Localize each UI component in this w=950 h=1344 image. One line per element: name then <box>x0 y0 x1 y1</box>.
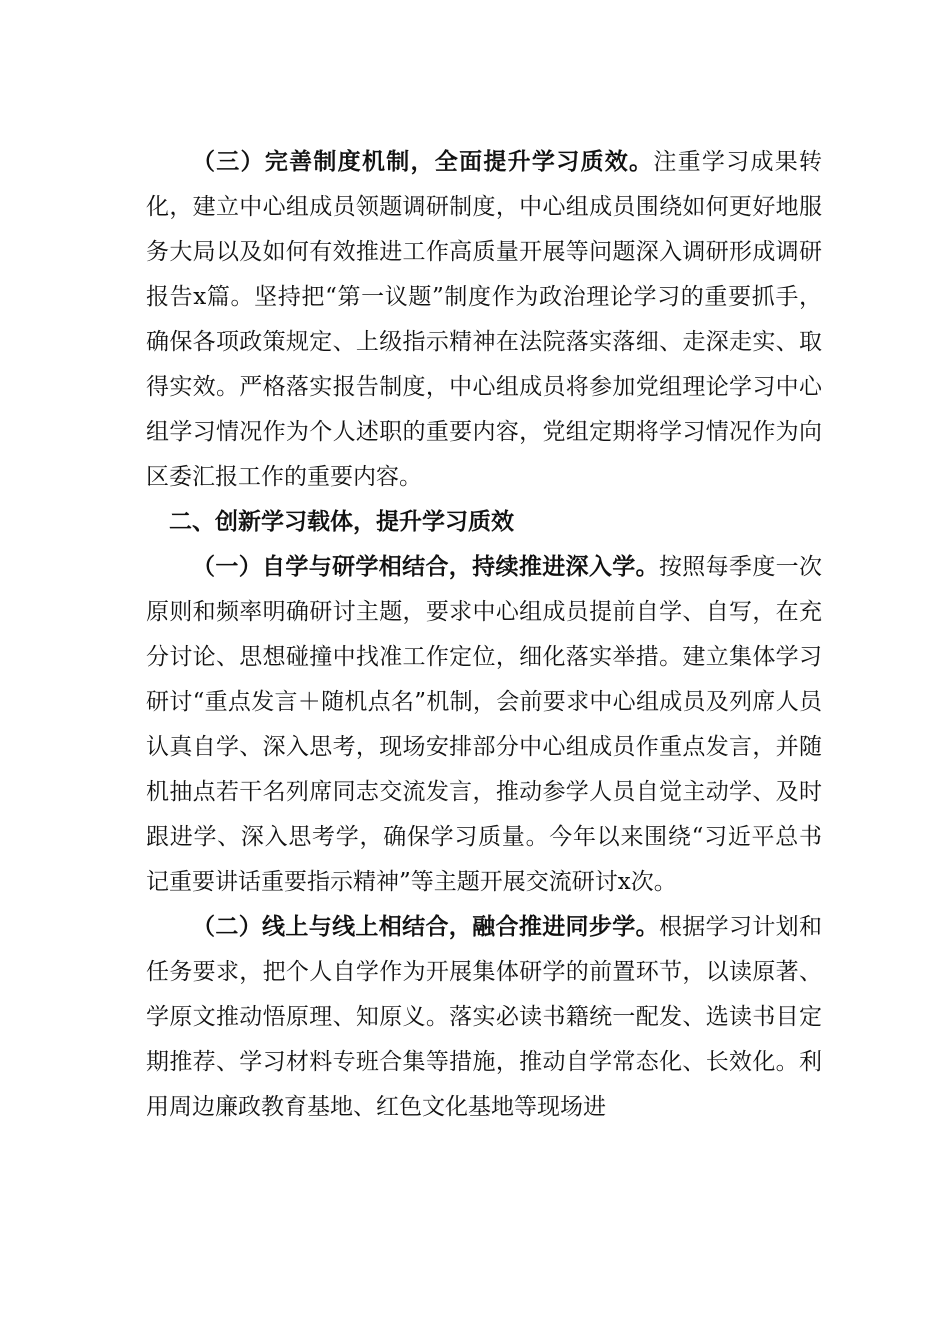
paragraph-text: 注重学习成果转化，建立中心组成员领题调研制度，中心组成员围绕如何更好地服务大局以及如何有效推进工作高质量开展等问题深入调研形成调研报告x篇。坚持把“第一议题”制度作为政治理论学习的重要抓手，确保各项政策规定、上级指示精神在法院落实落细、走深走实、取得实效。严格落实报告制度，中心组成员将参加党组理论学习中心组学习情况作为个人述职的重要内容，党组定期将学习情况作为向区委汇报工作的重要内容。 <box>146 149 823 490</box>
paragraph-improve-system <box>146 140 822 500</box>
paragraph-lead: （三）完善制度机制，全面提升学习质效。 <box>192 149 654 175</box>
paragraph-text: 按照每季度一次原则和频率明确研讨主题，要求中心组成员提前自学、自写，在充分讨论、思想碰撞中找准工作定位，细化落实举措。建立集体学习研讨“重点发言＋随机点名”机制，会前要求中心组成员及列席人员认真自学、深入思考，现场安排部分中心组成员作重点发言，并随机抽点若干名列席同志交流发言，推动参学人员自觉主动学、及时跟进学、深入思考学，确保学习质量。今年以来围绕“习近平总书记重要讲话重要指示精神”等主题开展交流研讨x次。 <box>146 554 823 895</box>
paragraph-lead: （一）自学与研学相结合，持续推进深入学。 <box>192 554 659 580</box>
paragraph-lead: （二）线上与线上相结合，融合推进同步学。 <box>192 914 659 940</box>
paragraph-online-offline <box>146 905 822 1130</box>
document-body <box>146 140 822 1130</box>
paragraph-self-study <box>146 545 822 905</box>
paragraph-text: 根据学习计划和任务要求，把个人自学作为开展集体研学的前置环节，以读原著、学原文推动悟原理、知原义。落实必读书籍统一配发、选读书目定期推荐、学习材料专班合集等措施，推动自学常态化、长效化。利用周边廉政教育基地、红色文化基地等现场进 <box>146 914 823 1120</box>
section-heading: 二、创新学习载体，提升学习质效 <box>169 509 514 535</box>
